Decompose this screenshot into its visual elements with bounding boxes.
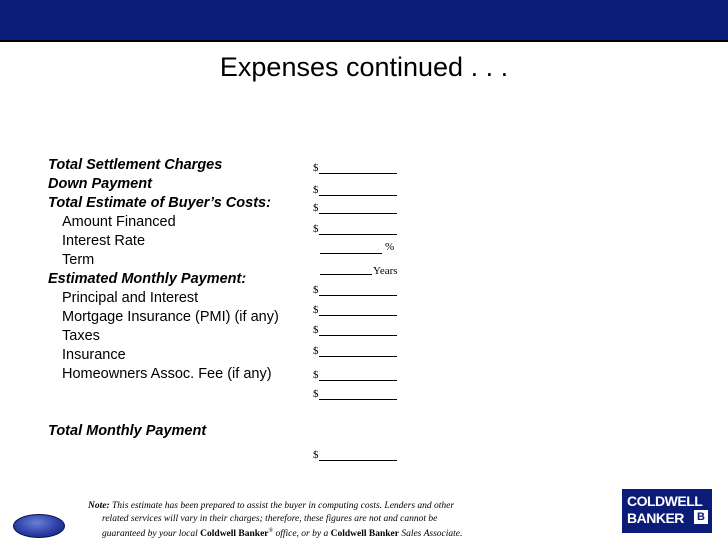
dollar-sign: $: [313, 449, 319, 461]
label-hoa-fee: Homeowners Assoc. Fee (if any): [62, 366, 272, 382]
registered-mark: ®: [268, 528, 274, 534]
label-estimated-monthly: Estimated Monthly Payment:: [48, 271, 247, 287]
blank-total-buyer-costs[interactable]: [313, 201, 397, 215]
label-total-settlement: Total Settlement Charges: [48, 157, 223, 173]
note-brand: Coldwell Banker: [200, 529, 269, 540]
dollar-sign: $: [313, 162, 319, 174]
years-label: Years: [373, 265, 398, 277]
blank-principal-interest[interactable]: [313, 283, 397, 297]
logo-mark-icon: B: [694, 510, 708, 524]
label-taxes: Taxes: [62, 328, 100, 344]
blank-total-settlement[interactable]: [313, 161, 397, 175]
blank-insurance-1[interactable]: [313, 344, 397, 358]
blank-down-payment[interactable]: [313, 183, 397, 197]
note-lead: Note:: [88, 501, 110, 511]
note-brand-2: Coldwell Banker: [330, 529, 399, 540]
nav-oval-button[interactable]: [13, 514, 65, 538]
blank-total-monthly[interactable]: [313, 448, 397, 462]
blank-interest-rate[interactable]: [320, 241, 400, 255]
label-down-payment: Down Payment: [48, 176, 152, 192]
logo-line-1: COLDWELL: [627, 493, 703, 509]
note-line-3: [88, 525, 538, 541]
dollar-sign: $: [313, 202, 319, 214]
dollar-sign: $: [313, 345, 319, 357]
blank-insurance[interactable]: [313, 368, 397, 382]
expense-labels: [48, 156, 310, 441]
blank-term[interactable]: [320, 262, 402, 276]
note-line-3a: guaranteed by your local: [102, 529, 201, 540]
note-line-2: related services will vary in their charges; therefore, these figures are not and cannot be: [102, 513, 438, 524]
label-insurance: Insurance: [62, 347, 126, 363]
blank-pmi[interactable]: [313, 303, 397, 317]
label-term: Term: [62, 252, 95, 268]
dollar-sign: $: [313, 184, 319, 196]
dollar-sign: $: [313, 223, 319, 235]
title-banner: [0, 0, 728, 42]
blank-amount-financed[interactable]: [313, 222, 397, 236]
note-line-3c: Sales Associate.: [398, 529, 463, 540]
logo-line-2: BANKER: [627, 510, 684, 526]
slide-title: Expenses continued . . .: [219, 52, 509, 82]
percent-sign: %: [385, 241, 395, 253]
note-line-3b: office, or by a: [273, 529, 331, 540]
coldwell-banker-logo: [622, 489, 712, 533]
dollar-sign: $: [313, 284, 319, 296]
dollar-sign: $: [313, 388, 319, 400]
blank-hoa-fee[interactable]: [313, 387, 397, 401]
label-interest-rate: Interest Rate: [62, 233, 146, 249]
label-total-monthly: Total Monthly Payment: [48, 423, 207, 439]
disclaimer-note: [88, 500, 538, 541]
dollar-sign: $: [313, 304, 319, 316]
blank-taxes[interactable]: [313, 323, 397, 337]
label-principal-interest: Principal and Interest: [62, 290, 199, 306]
dollar-sign: $: [313, 324, 319, 336]
label-amount-financed: Amount Financed: [62, 214, 176, 230]
spacer: [48, 384, 310, 422]
note-line-1: This estimate has been prepared to assist the buyer in computing costs. Lenders and other: [109, 501, 455, 511]
dollar-sign: $: [313, 369, 319, 381]
label-pmi: Mortgage Insurance (PMI) (if any): [62, 309, 279, 325]
label-total-buyer-costs: Total Estimate of Buyer’s Costs:: [48, 195, 271, 211]
